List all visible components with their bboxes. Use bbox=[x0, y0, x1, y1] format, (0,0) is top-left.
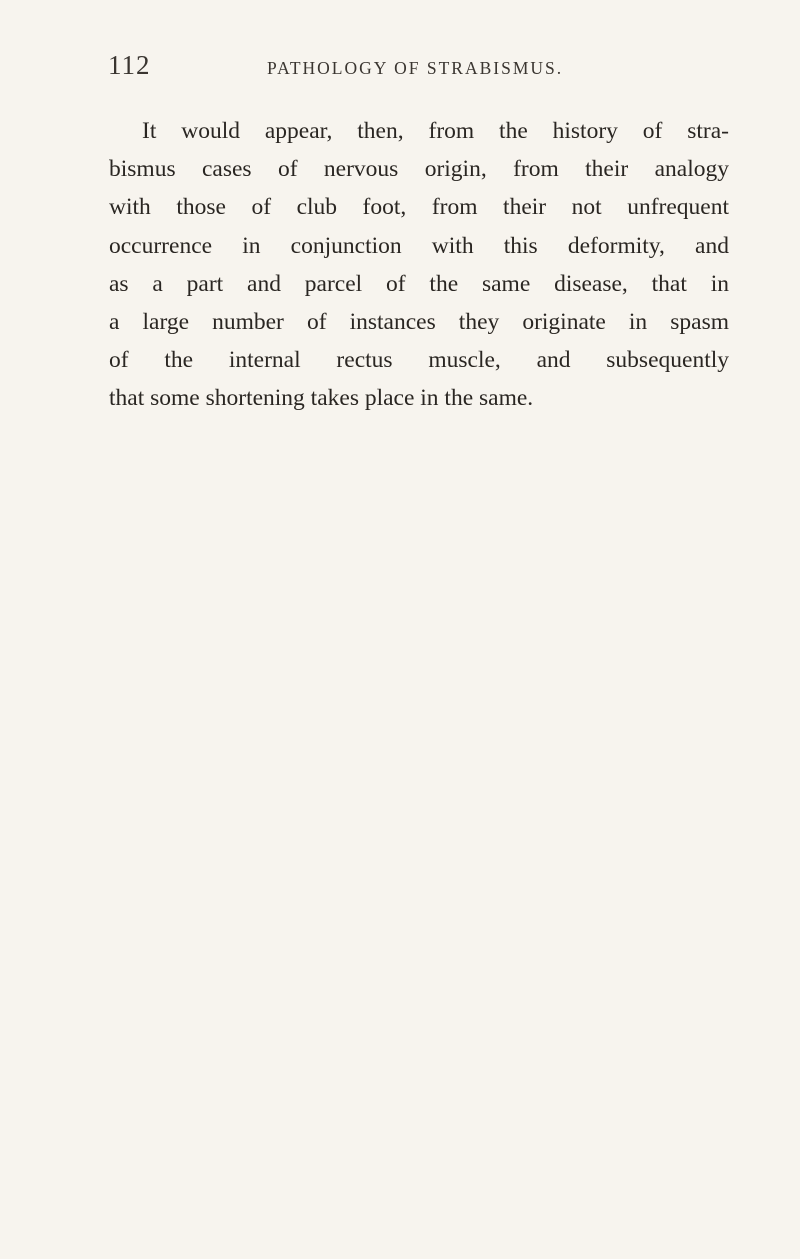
page-header bbox=[0, 50, 800, 86]
text-line: bismus cases of nervous origin, from their analogy bbox=[109, 156, 729, 183]
running-title: PATHOLOGY OF STRABISMUS. bbox=[267, 58, 564, 78]
paragraph bbox=[109, 112, 729, 418]
text-line: with those of club foot, from their not unfrequent bbox=[109, 194, 729, 221]
text-line: as a part and parcel of the same disease, that in bbox=[109, 270, 729, 297]
page-number: 112 bbox=[108, 50, 151, 80]
text-line: a large number of instances they originate in spasm bbox=[109, 309, 729, 336]
text-line: It would appear, then, from the history of stra- bbox=[142, 118, 729, 144]
text-line: that some shortening takes place in the same. bbox=[109, 385, 534, 412]
text-line: of the internal rectus muscle, and subsequently bbox=[109, 347, 729, 374]
text-line: occurrence in conjunction with this deformity, and bbox=[109, 232, 729, 259]
